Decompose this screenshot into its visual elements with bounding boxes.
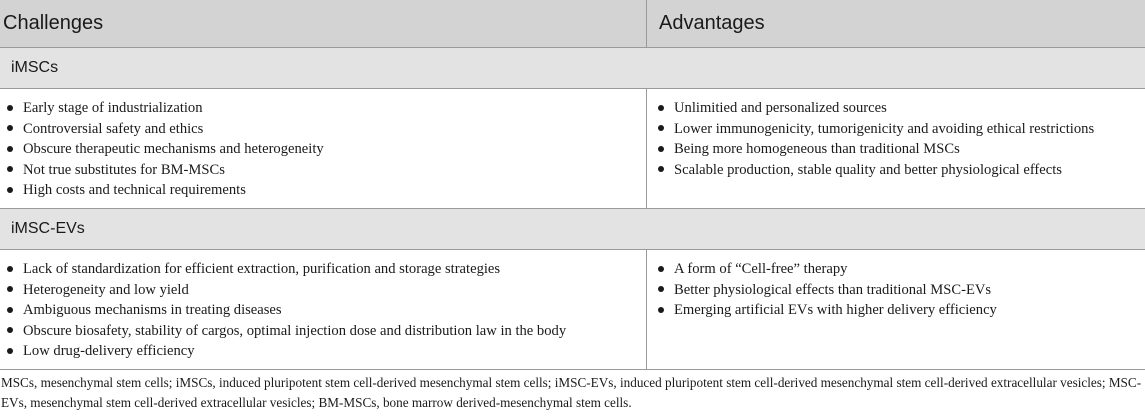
advantages-list-imsc-evs bbox=[656, 259, 1145, 321]
header-challenges: Challenges bbox=[0, 0, 647, 48]
bullet-icon bbox=[7, 105, 13, 111]
list-item: Obscure therapeutic mechanisms and heterogeneity bbox=[5, 139, 646, 160]
bullet-icon bbox=[658, 286, 664, 292]
bullet-icon bbox=[7, 307, 13, 313]
list-item: Lower immunogenicity, tumorigenicity and avoiding ethical restrictions bbox=[656, 119, 1145, 140]
bullet-icon bbox=[658, 125, 664, 131]
bullet-icon bbox=[7, 166, 13, 172]
section-row-imscs bbox=[0, 48, 1145, 89]
bullet-icon bbox=[658, 105, 664, 111]
list-item: Unlimitied and personalized sources bbox=[656, 98, 1145, 119]
advantages-list-imscs bbox=[656, 98, 1145, 180]
challenges-list-imscs bbox=[5, 98, 646, 201]
challenges-list-imsc-evs bbox=[5, 259, 646, 362]
section-row-imsc-evs bbox=[0, 208, 1145, 249]
bullet-icon bbox=[7, 327, 13, 333]
list-item: Emerging artificial EVs with higher delivery efficiency bbox=[656, 300, 1145, 321]
list-item: Obscure biosafety, stability of cargos, optimal injection dose and distribution law in the body bbox=[5, 321, 646, 342]
table-footnote: MSCs, mesenchymal stem cells; iMSCs, induced pluripotent stem cell-derived mesenchymal stem cells; iMSC-EVs, induced pluripotent stem cell-derived mesenchymal stem cell-derived extracellular vesicles; MSC-EVs, mesenchymal stem cell-derived extracellular vesicles; BM-MSCs, bone marrow derived-mesenchymal stem cells. bbox=[1, 374, 1142, 410]
header-row bbox=[0, 0, 1145, 48]
list-item: Better physiological effects than traditional MSC-EVs bbox=[656, 280, 1145, 301]
list-item: A form of “Cell-free” therapy bbox=[656, 259, 1145, 280]
bullet-icon bbox=[7, 125, 13, 131]
bullet-icon bbox=[7, 146, 13, 152]
list-item: Being more homogeneous than traditional MSCs bbox=[656, 139, 1145, 160]
list-item: Heterogeneity and low yield bbox=[5, 280, 646, 301]
section-title-imscs: iMSCs bbox=[0, 48, 1145, 89]
list-item: Early stage of industrialization bbox=[5, 98, 646, 119]
content-row-imsc-evs bbox=[0, 249, 1145, 369]
challenges-cell-imsc-evs bbox=[0, 249, 647, 369]
bullet-icon bbox=[7, 348, 13, 354]
advantages-cell-imsc-evs bbox=[647, 249, 1145, 369]
advantages-cell-imscs bbox=[647, 89, 1145, 209]
list-item: Lack of standardization for efficient extraction, purification and storage strategies bbox=[5, 259, 646, 280]
bullet-icon bbox=[658, 166, 664, 172]
list-item: Scalable production, stable quality and better physiological effects bbox=[656, 160, 1145, 181]
list-item: Ambiguous mechanisms in treating diseases bbox=[5, 300, 646, 321]
bullet-icon bbox=[658, 146, 664, 152]
header-advantages: Advantages bbox=[647, 0, 1145, 48]
list-item: Not true substitutes for BM-MSCs bbox=[5, 160, 646, 181]
bullet-icon bbox=[7, 266, 13, 272]
bullet-icon bbox=[658, 266, 664, 272]
section-title-imsc-evs: iMSC-EVs bbox=[0, 208, 1145, 249]
challenges-cell-imscs bbox=[0, 89, 647, 209]
list-item: Low drug-delivery efficiency bbox=[5, 341, 646, 362]
list-item: High costs and technical requirements bbox=[5, 180, 646, 201]
bullet-icon bbox=[7, 286, 13, 292]
list-item: Controversial safety and ethics bbox=[5, 119, 646, 140]
bullet-icon bbox=[658, 307, 664, 313]
content-row-imscs bbox=[0, 89, 1145, 209]
bullet-icon bbox=[7, 187, 13, 193]
